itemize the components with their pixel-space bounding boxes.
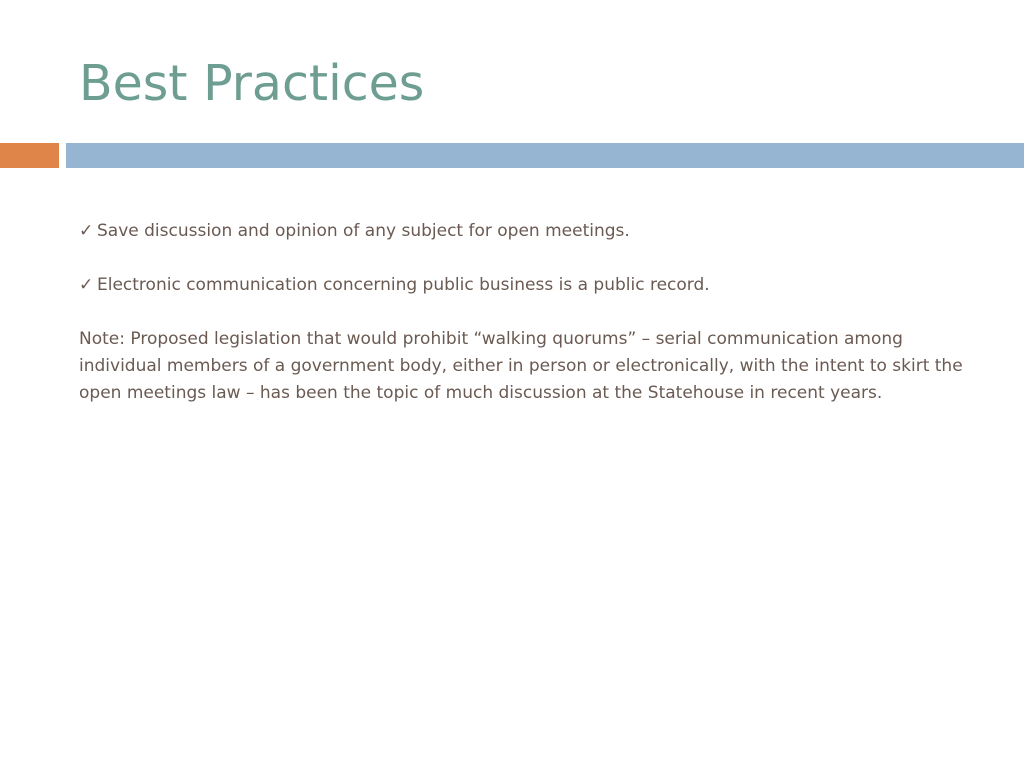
bullet-text: Save discussion and opinion of any subject for open meetings. xyxy=(97,221,630,241)
checkmark-icon: ✓ xyxy=(79,221,94,241)
bullet-item xyxy=(79,218,979,245)
accent-bar xyxy=(0,143,59,168)
bullet-item xyxy=(79,272,979,299)
slide-body xyxy=(79,218,979,407)
note-paragraph: Note: Proposed legislation that would prohibit “walking quorums” – serial communication among individual members of a government body, either in person or electronically, with the intent to skirt the open meetings law – has been the topic of much discussion at the Statehouse in recent years. xyxy=(79,329,963,403)
header-divider-bar xyxy=(66,143,1024,168)
bullet-text: Electronic communication concerning public business is a public record. xyxy=(97,275,710,295)
slide-title: Best Practices xyxy=(79,55,425,112)
checkmark-icon: ✓ xyxy=(79,275,94,295)
